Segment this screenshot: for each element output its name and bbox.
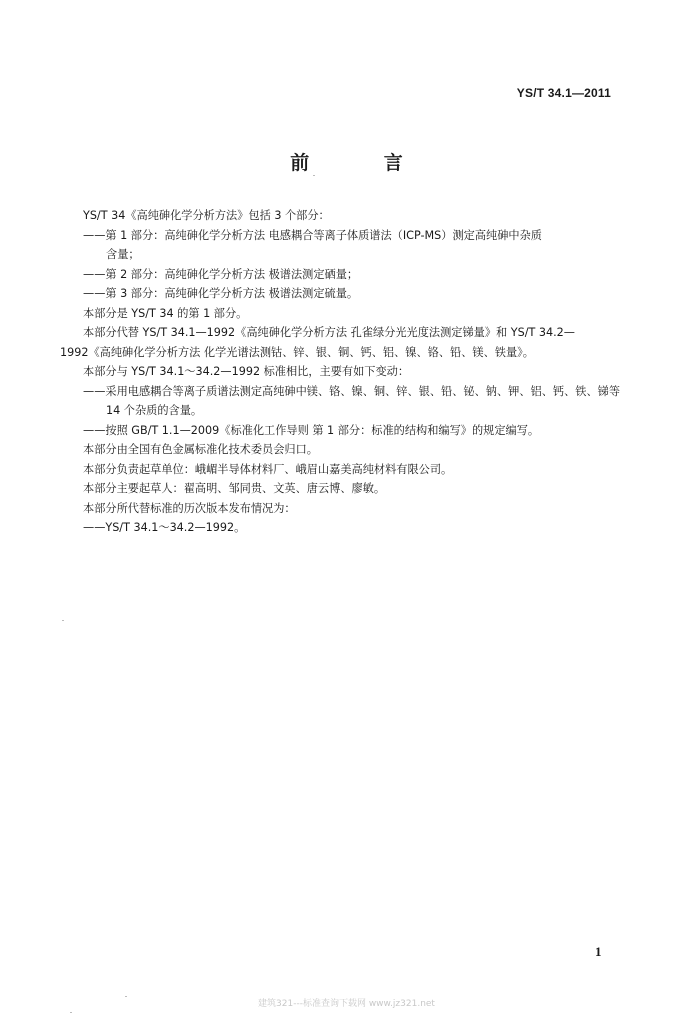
paragraph-drafters: 本部分主要起草人：翟高明、邹同贵、文英、唐云博、廖敏。: [83, 482, 386, 495]
paragraph-changes: 本部分与 YS/T 34.1～34.2—1992 标准相比，主要有如下变动：: [83, 365, 410, 378]
list-item-part2: ——第 2 部分：高纯砷化学分析方法 极谱法测定硒量；: [83, 267, 359, 281]
list-item-part1: ——第 1 部分：高纯砷化学分析方法 电感耦合等离子体质谱法（ICP-MS）测定高纯砷中杂质: [83, 228, 542, 242]
list-item-history: ——YS/T 34.1～34.2—1992。: [83, 521, 246, 534]
list-item-change2: ——按照 GB/T 1.1—2009《标准化工作导则 第 1 部分：标准的结构和编写》的规定编写。: [83, 423, 540, 437]
scan-speck: [70, 1012, 72, 1013]
list-item-part3: ——第 3 部分：高纯砷化学分析方法 极谱法测定硫量。: [83, 287, 359, 300]
paragraph-intro: YS/T 34《高纯砷化学分析方法》包括 3 个部分：: [83, 209, 330, 222]
paragraph-committee: 本部分由全国有色金属标准化技术委员会归口。: [83, 443, 318, 456]
paragraph-replaces: 本部分代替 YS/T 34.1—1992《高纯砷化学分析方法 孔雀绿分光光度法测定锑量》和 YS/T 34.2—: [83, 326, 575, 339]
watermark-text: 建筑321---标准查询下载网 www.jz321.net: [258, 999, 435, 1009]
list-item-change1-cont: 14 个杂质的含量。: [106, 404, 203, 417]
paragraph-part-statement: 本部分是 YS/T 34 的第 1 部分。: [83, 306, 248, 320]
paragraph-history: 本部分所代替标准的历次版本发布情况为：: [83, 501, 296, 515]
page-number: 1: [595, 944, 602, 959]
scan-speck: [62, 620, 64, 621]
page-title: 前 言: [290, 152, 437, 174]
paragraph-replaces-cont: 1992《高纯砷化学分析方法 化学光谱法测钴、锌、银、铜、钙、铝、镍、铬、铅、镁、铁量》。: [60, 345, 534, 359]
list-item-part1-cont: 含量；: [106, 248, 140, 261]
foreword-body: [60, 206, 620, 538]
standard-code: YS/T 34.1—2011: [516, 86, 611, 100]
list-item-change1: ——采用电感耦合等离子质谱法测定高纯砷中镁、铬、镍、铜、锌、银、铅、铋、钠、钾、铝、钙、铁、锑等: [83, 384, 621, 398]
scan-speck: [125, 996, 127, 997]
paragraph-drafting-units: 本部分负责起草单位：峨嵋半导体材料厂、峨眉山嘉美高纯材料有限公司。: [83, 462, 453, 476]
scan-speck: [313, 175, 315, 176]
